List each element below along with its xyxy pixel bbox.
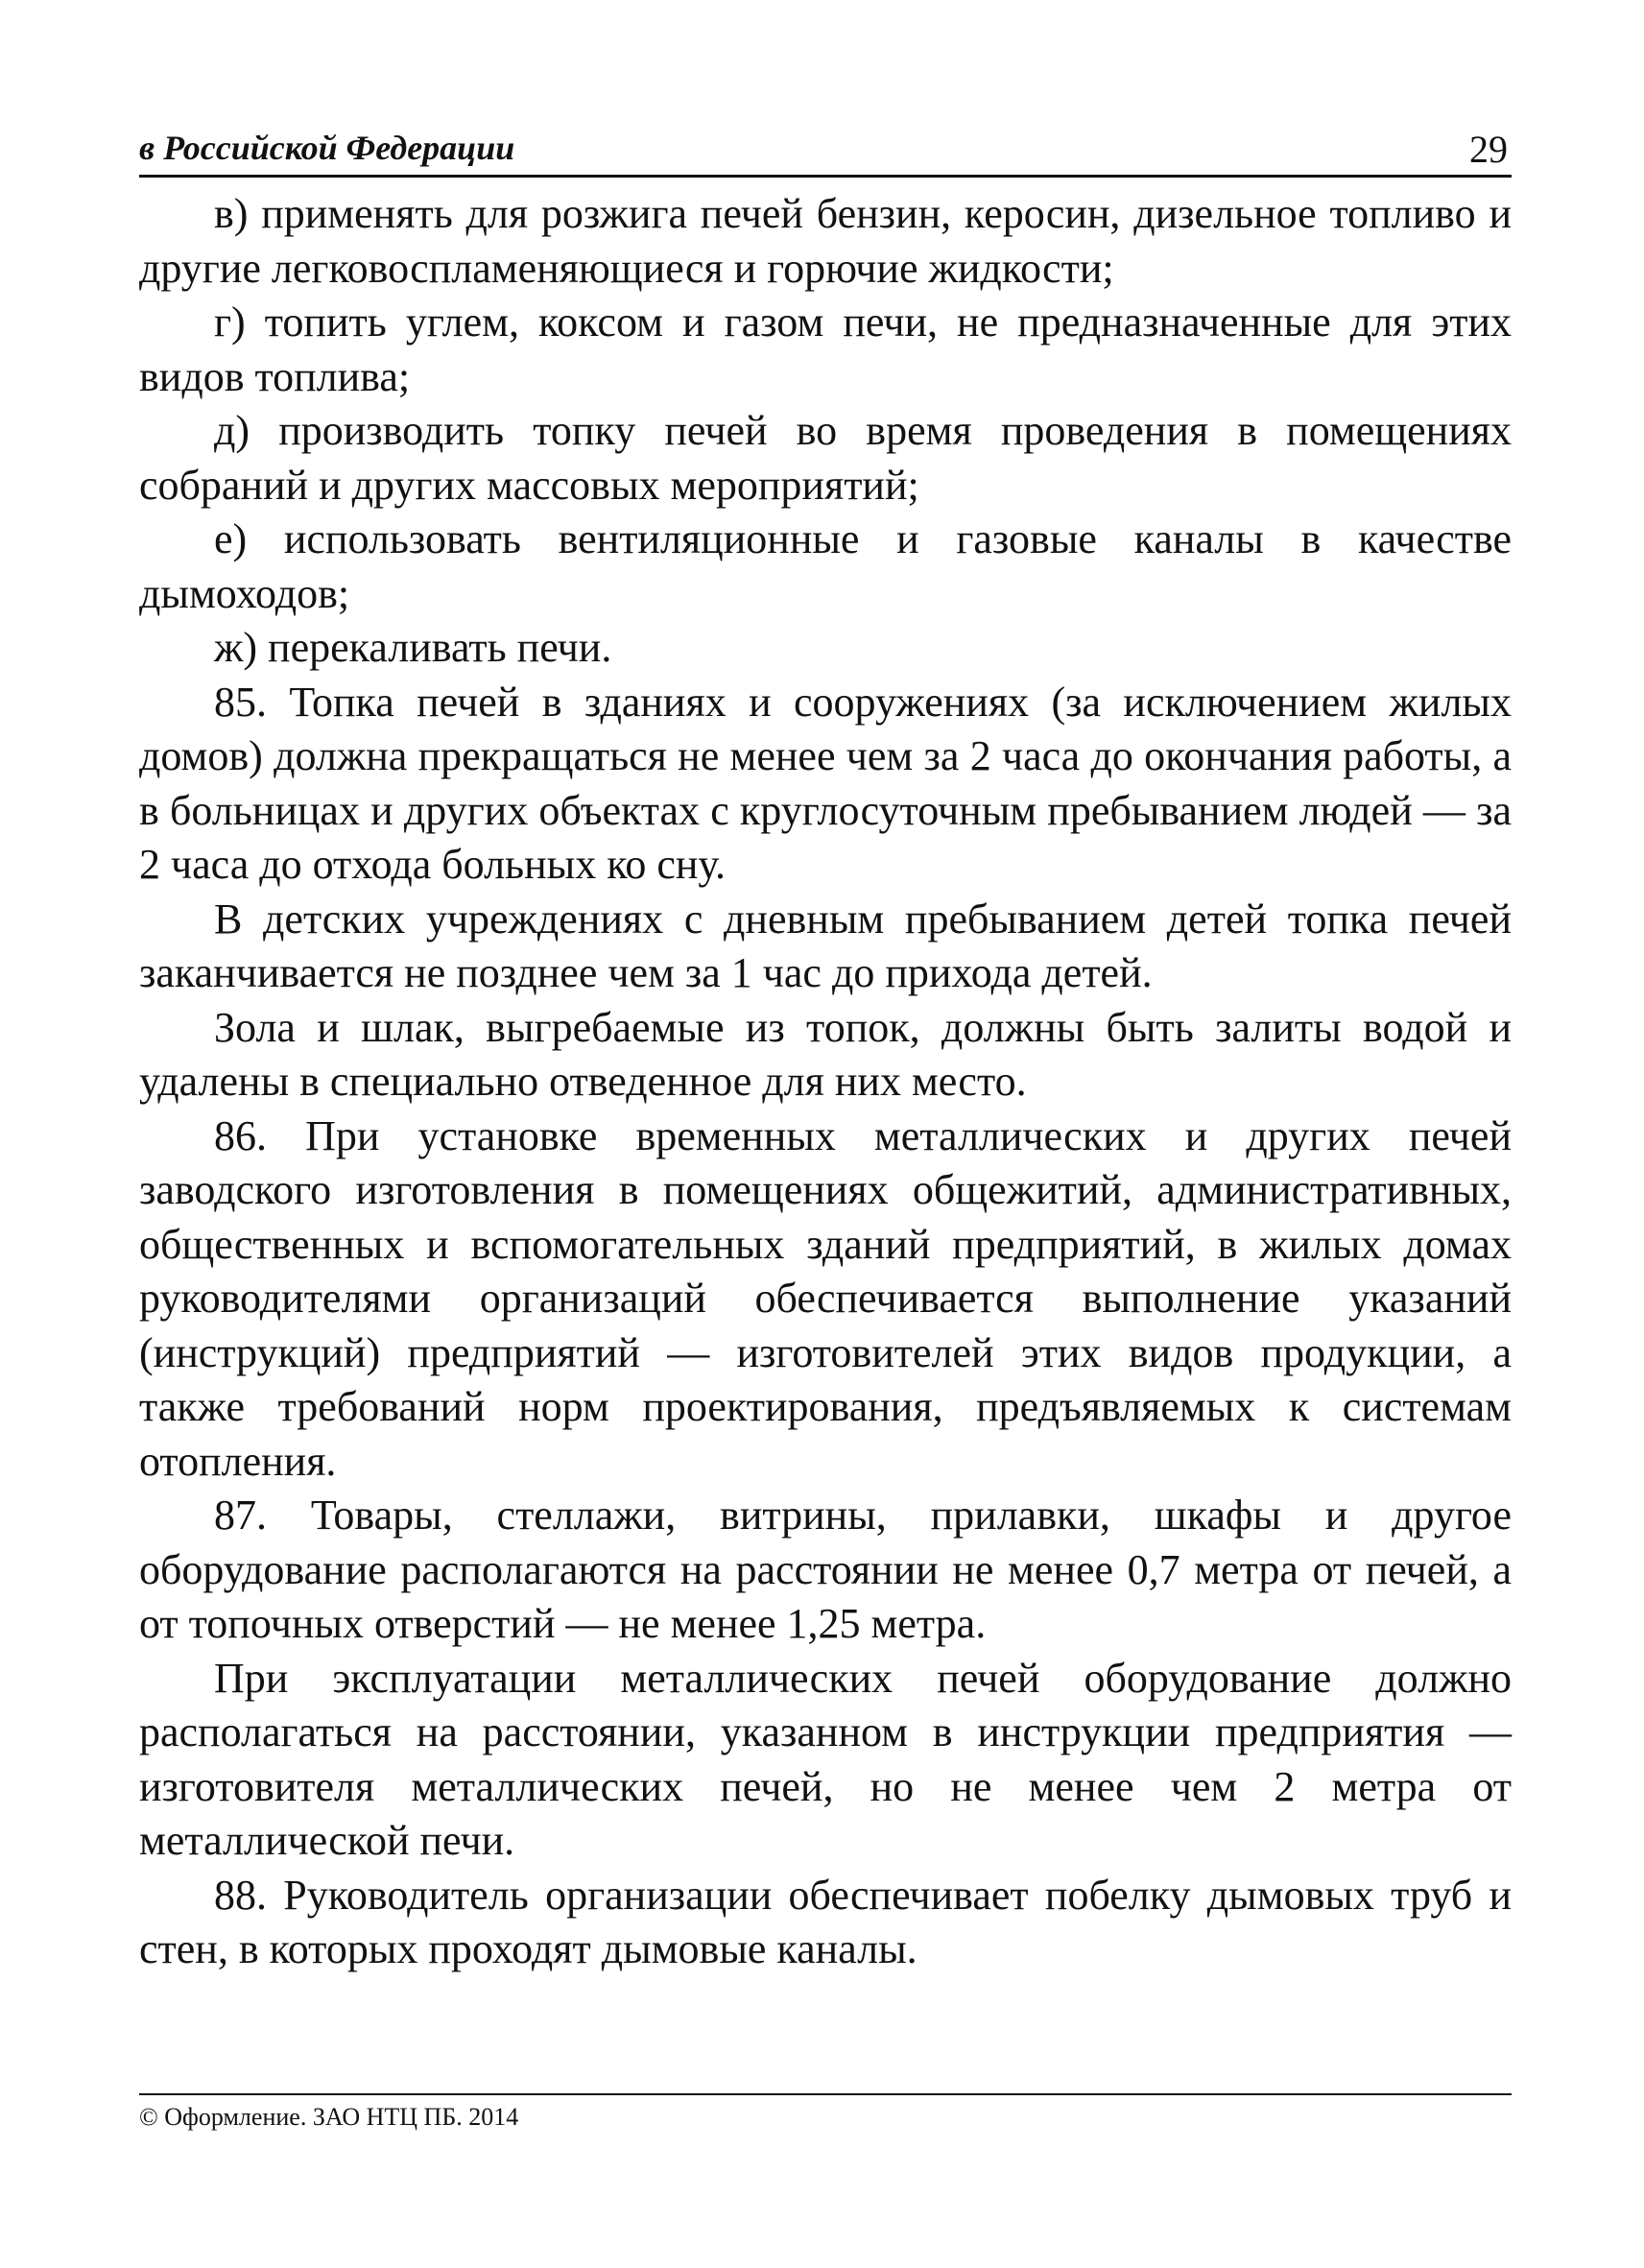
paragraph-metal-stoves: При эксплуатации металлических печей оборудование должно располагаться на расстоянии, указанном в инструкции предприятия — изготовителя металлических печей, но не менее чем 2 метра от металлической печи. xyxy=(139,1654,1512,1864)
copyright-notice: © Оформление. ЗАО НТЦ ПБ. 2014 xyxy=(139,2103,519,2131)
page-number: 29 xyxy=(1469,128,1508,171)
paragraph-childrens-institutions: В детских учреждениях с дневным пребыванием детей топка печей заканчивается не позднее чем за 1 час до прихода детей. xyxy=(139,895,1512,996)
paragraph-clause-85: 85. Топка печей в зданиях и сооружениях (за исключением жилых домов) должна прекращаться не менее чем за 2 часа до окончания работы, а в больницах и других объектах с круглосуточным пребыванием людей — за 2 часа до отхода больных ко сну. xyxy=(139,678,1512,888)
document-page xyxy=(139,125,1512,2160)
paragraph-ash-and-slag: Зола и шлак, выгребаемые из топок, должны быть залиты водой и удалены в специально отведенное для них место. xyxy=(139,1003,1512,1105)
running-header xyxy=(139,125,1512,178)
paragraph-item-e: е) использовать вентиляционные и газовые каналы в качестве дымоходов; xyxy=(139,515,1512,617)
header-section-title: в Российской Федерации xyxy=(139,129,515,167)
paragraph-item-zh: ж) перекаливать печи. xyxy=(214,624,612,671)
paragraph-clause-86: 86. При установке временных металлических и других печей заводского изготовления в помещениях общежитий, административных, общественных и вспомогательных зданий предприятий, в жилых домах руководителями организаций обеспечивается выполнение указаний (инструкций) предприятий — изготовителей этих видов продукции, а также требований норм проектирования, предъявляемых к системам отопления. xyxy=(139,1111,1512,1485)
paragraph-item-d: д) производить топку печей во время проведения в помещениях собраний и других массовых мероприятий; xyxy=(139,407,1512,509)
paragraph-item-v: в) применять для розжига печей бензин, керосин, дизельное топливо и другие легковоспламеняющиеся и горючие жидкости; xyxy=(139,190,1512,292)
body-text xyxy=(139,187,1512,1977)
page-footer xyxy=(139,2093,1512,2134)
paragraph-clause-87: 87. Товары, стеллажи, витрины, прилавки, шкафы и другое оборудование располагаются на расстоянии не менее 0,7 метра от печей, а от топочных отверстий — не менее 1,25 метра. xyxy=(139,1492,1512,1647)
paragraph-clause-88: 88. Руководитель организации обеспечивает побелку дымовых труб и стен, в которых проходят дымовые каналы. xyxy=(139,1871,1512,1972)
paragraph-item-g: г) топить углем, коксом и газом печи, не предназначенные для этих видов топлива; xyxy=(139,298,1512,400)
